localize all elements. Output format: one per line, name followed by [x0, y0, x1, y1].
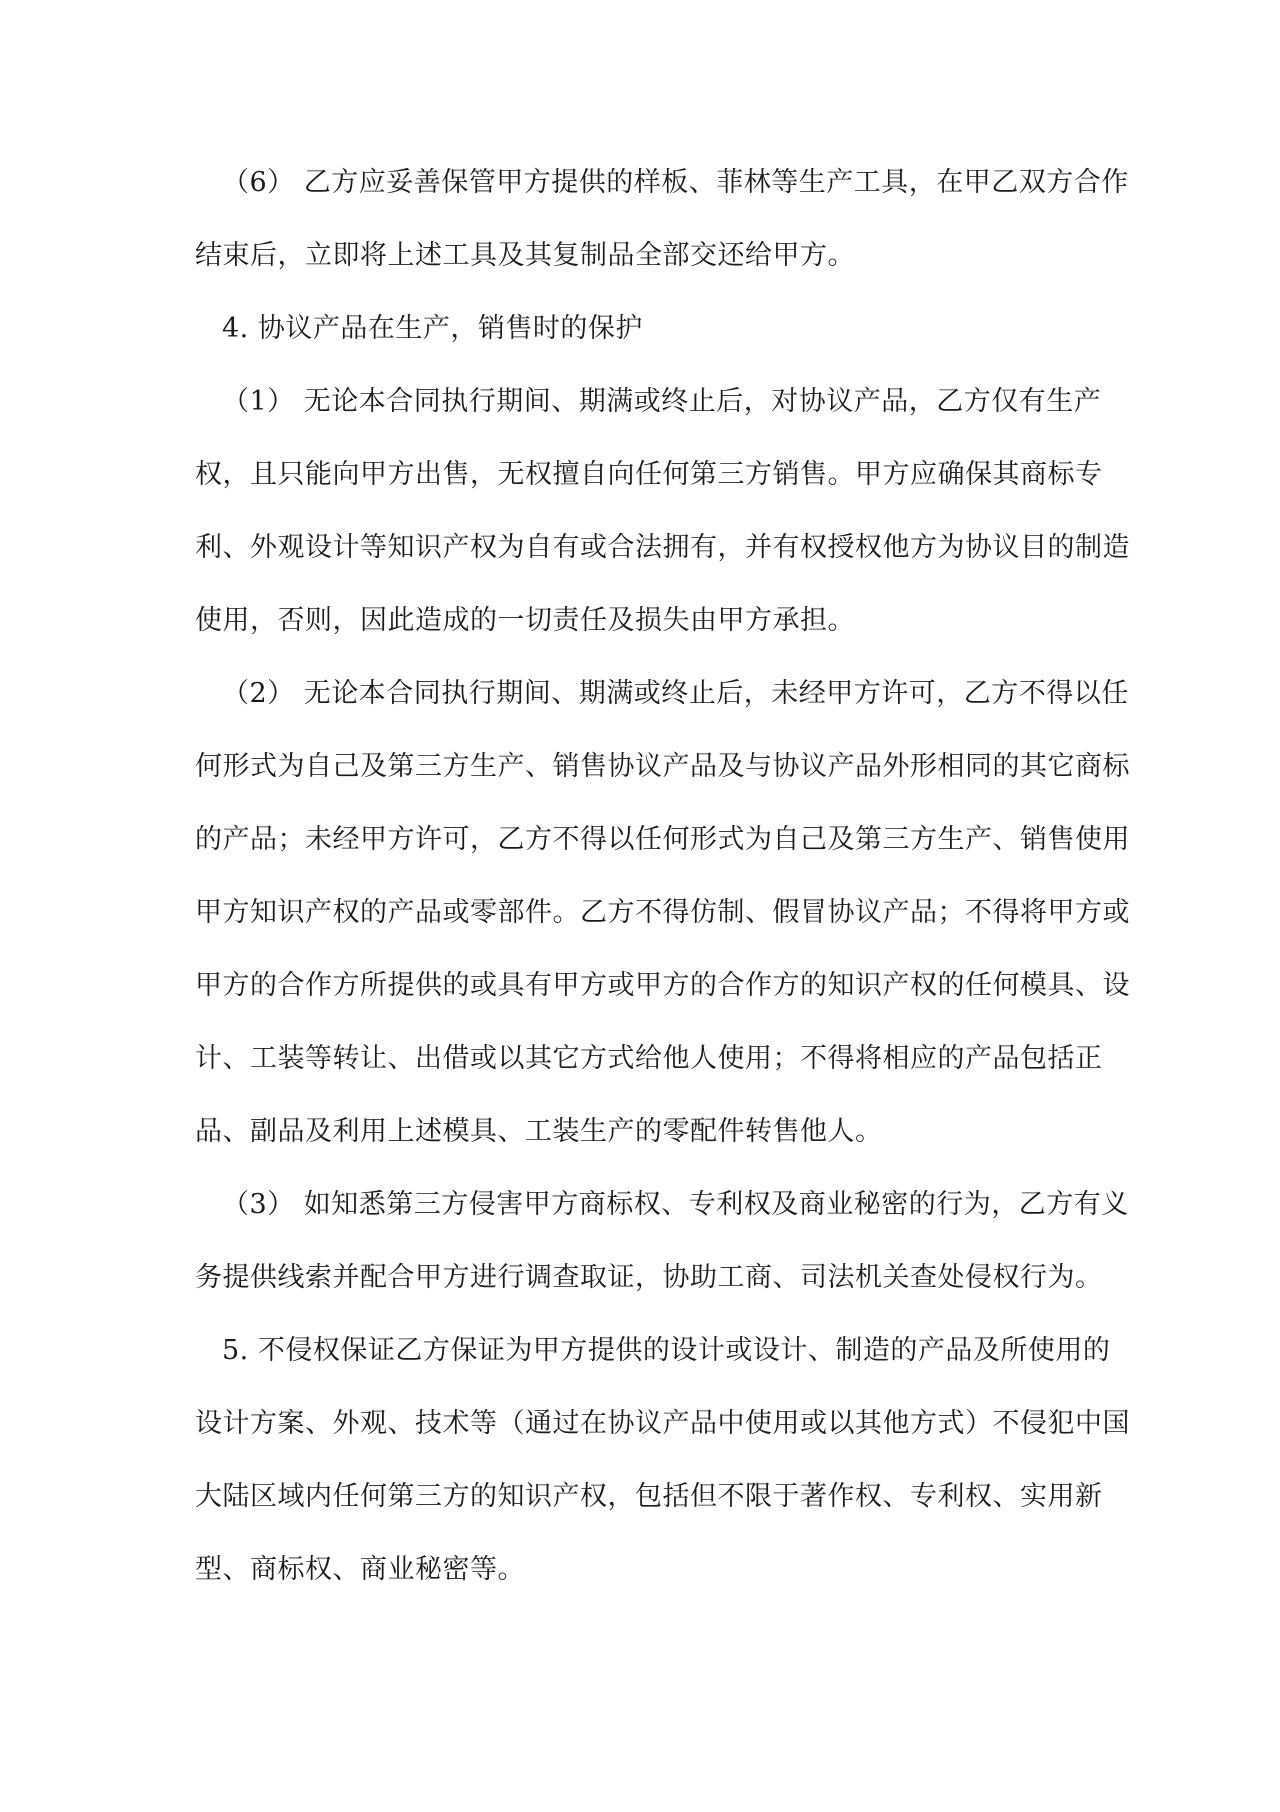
paragraph-6-line-1: （6） 乙方应妥善保管甲方提供的样板、菲林等生产工具，在甲乙双方合作	[222, 167, 1129, 198]
paragraph-1-line-3: 利、外观设计等知识产权为自有或合法拥有，并有权授权他方为协议目的制造	[195, 532, 1130, 563]
section-5-line-3: 大陆区域内任何第三方的知识产权，包括但不限于著作权、专利权、实用新	[195, 1481, 1103, 1512]
paragraph-3-line-1: （3） 如知悉第三方侵害甲方商标权、专利权及商业秘密的行为，乙方有义	[222, 1189, 1129, 1220]
paragraph-2-line-6: 计、工装等转让、出借或以其它方式给他人使用；不得将相应的产品包括正	[195, 1043, 1103, 1074]
section-4-heading: 4. 协议产品在生产，销售时的保护	[222, 313, 643, 344]
paragraph-3-line-2: 务提供线索并配合甲方进行调查取证，协助工商、司法机关查处侵权行为。	[195, 1262, 1103, 1293]
paragraph-1-line-2: 权，且只能向甲方出售，无权擅自向任何第三方销售。甲方应确保其商标专	[195, 459, 1103, 490]
paragraph-2-line-3: 的产品；未经甲方许可，乙方不得以任何形式为自己及第三方生产、销售使用	[195, 824, 1130, 855]
section-5-line-1: 5. 不侵权保证乙方保证为甲方提供的设计或设计、制造的产品及所使用的	[222, 1335, 1111, 1366]
paragraph-2-line-7: 品、副品及利用上述模具、工装生产的零配件转售他人。	[195, 1116, 883, 1147]
paragraph-6-line-2: 结束后，立即将上述工具及其复制品全部交还给甲方。	[195, 240, 855, 271]
paragraph-2-line-2: 何形式为自己及第三方生产、销售协议产品及与协议产品外形相同的其它商标	[195, 751, 1130, 782]
section-5-line-4: 型、商标权、商业秘密等。	[195, 1554, 525, 1585]
paragraph-2-line-1: （2） 无论本合同执行期间、期满或终止后，未经甲方许可，乙方不得以任	[222, 678, 1129, 709]
section-5-line-2: 设计方案、外观、技术等（通过在协议产品中使用或以其他方式）不侵犯中国	[195, 1408, 1130, 1439]
paragraph-2-line-5: 甲方的合作方所提供的或具有甲方或甲方的合作方的知识产权的任何模具、设	[195, 970, 1130, 1001]
paragraph-1-line-1: （1） 无论本合同执行期间、期满或终止后，对协议产品，乙方仅有生产	[222, 386, 1102, 417]
paragraph-1-line-4: 使用，否则，因此造成的一切责任及损失由甲方承担。	[195, 605, 855, 636]
paragraph-2-line-4: 甲方知识产权的产品或零部件。乙方不得仿制、假冒协议产品；不得将甲方或	[195, 897, 1130, 928]
